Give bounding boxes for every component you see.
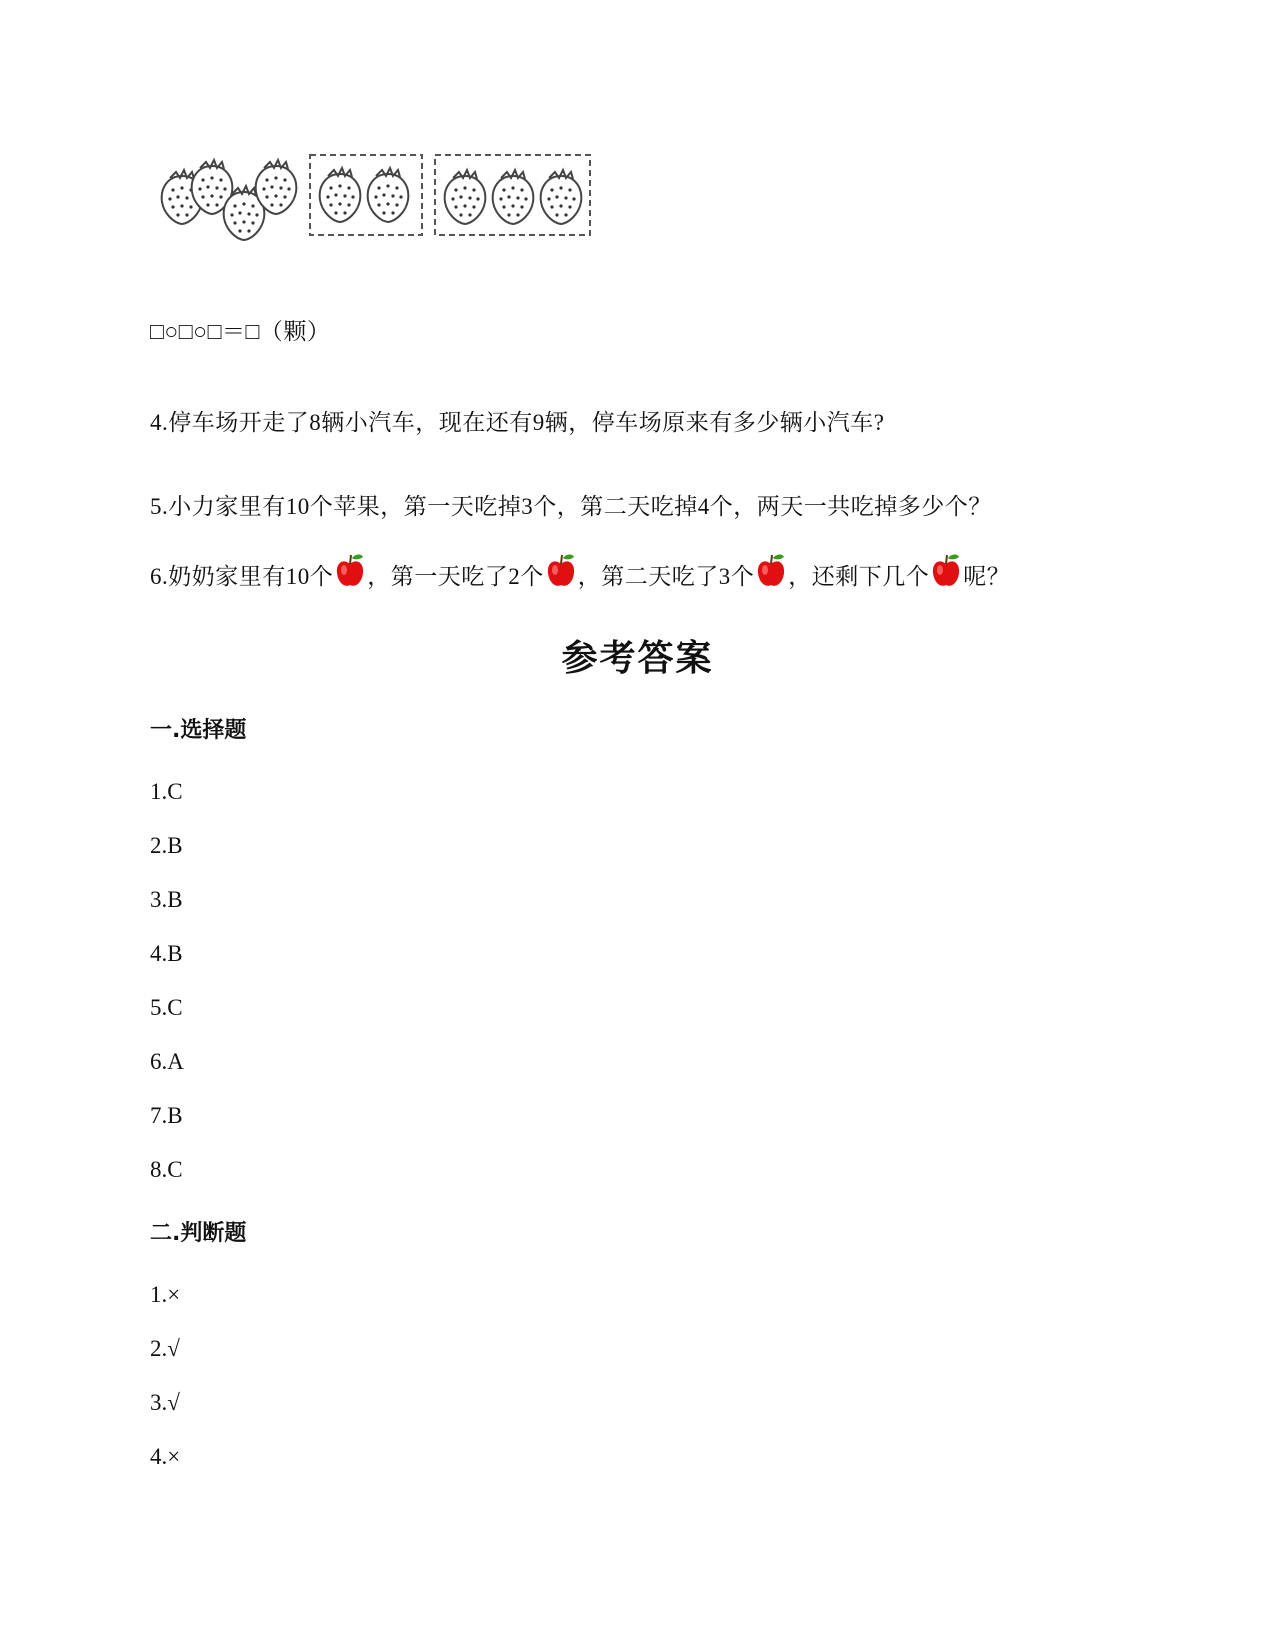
answer-item: 1.× (150, 1282, 181, 1307)
apple-icon (335, 552, 365, 590)
strawberry-icon (368, 168, 409, 222)
answer-item: 5.C (150, 995, 183, 1020)
strawberry-icon (493, 170, 534, 224)
question-6-text: 呢？ (963, 564, 1011, 589)
strawberry-icon (541, 170, 582, 224)
answer-item: 3.B (150, 887, 183, 912)
apple-icon (756, 552, 786, 590)
equation-blank-line: □○□○□＝□（颗） (150, 319, 331, 344)
answer-item: 1.C (150, 779, 183, 804)
strawberry-icon (320, 168, 361, 222)
section-heading-choice: 一.选择题 (150, 718, 247, 743)
question-5: 5.小力家里有10个苹果，第一天吃掉3个，第二天吃掉4个，两天一共吃掉多少个？ (150, 494, 992, 519)
answer-item: 2.B (150, 833, 183, 858)
strawberry-icon (256, 160, 297, 214)
strawberry-groups-illustration (160, 150, 620, 255)
judge-answer-list (150, 1280, 180, 1496)
choice-answer-list (150, 777, 184, 1209)
question-6-text: 6.奶奶家里有10个 (150, 564, 334, 589)
answer-item: 8.C (150, 1157, 183, 1182)
question-6 (150, 552, 1010, 599)
answer-item: 6.A (150, 1049, 184, 1074)
question-6-text: ，第一天吃了2个 (367, 564, 544, 589)
answer-item: 3.√ (150, 1390, 180, 1415)
answer-item: 4.× (150, 1444, 181, 1469)
answer-item: 2.√ (150, 1336, 180, 1361)
question-6-text: ，还剩下几个 (788, 564, 930, 589)
strawberry-icon (445, 170, 486, 224)
question-6-text: ，第二天吃了3个 (577, 564, 755, 589)
answer-key-title: 参考答案 (561, 637, 714, 679)
apple-icon (546, 552, 576, 590)
answer-item: 4.B (150, 941, 183, 966)
answer-item: 7.B (150, 1103, 183, 1128)
question-4: 4.停车场开走了8辆小汽车，现在还有9辆，停车场原来有多少辆小汽车? (150, 410, 885, 435)
apple-icon (931, 552, 961, 590)
section-heading-judge: 二.判断题 (150, 1221, 247, 1246)
